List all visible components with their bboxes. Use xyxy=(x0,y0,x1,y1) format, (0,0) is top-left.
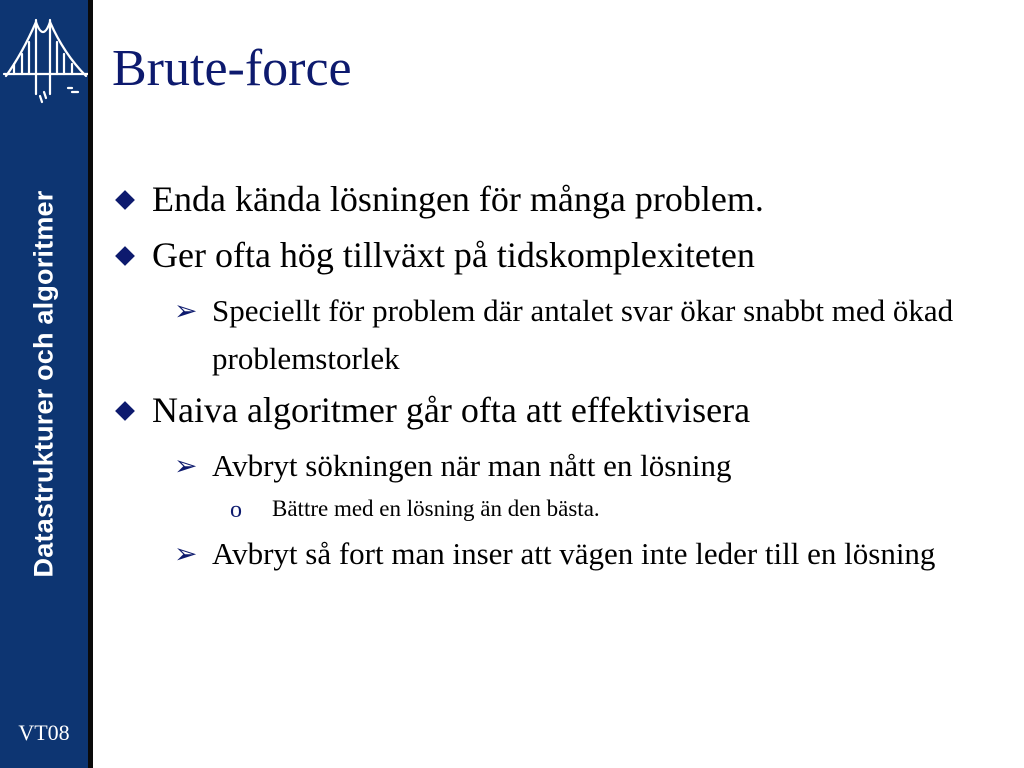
diamond-bullet-icon xyxy=(115,247,135,267)
bullet-text: Speciellt för problem där antalet svar ökar snabbt med ökad problemstorlek xyxy=(212,292,954,376)
arrow-bullet-icon: ➢ xyxy=(174,448,198,482)
term-label: VT08 xyxy=(18,720,70,745)
bullet-text: Naiva algoritmer går ofta att effektivisera xyxy=(152,390,751,431)
bullet-item xyxy=(110,234,1000,276)
bullet-text: Ger ofta hög tillväxt på tidskomplexiteten xyxy=(152,235,755,276)
sub-sub-bullet-item xyxy=(110,492,1000,527)
bullet-text: Enda kända lösningen för många problem. xyxy=(152,179,764,219)
bridge-logo-icon xyxy=(2,14,88,106)
course-title: Datastrukturer och algoritmer xyxy=(28,190,59,578)
bullet-item xyxy=(110,389,1000,431)
bullet-item xyxy=(110,178,1000,220)
sub-bullet-item xyxy=(110,442,1000,490)
sub-bullet-item xyxy=(110,530,1000,578)
bullet-text: Avbryt så fort man inser att vägen inte leder till en lösning xyxy=(212,536,936,572)
arrow-bullet-icon: ➢ xyxy=(174,293,198,327)
sidebar xyxy=(0,0,88,768)
sub-bullet-item xyxy=(110,287,1000,383)
bullet-text: Avbryt sökningen när man nått en lösning xyxy=(212,447,732,483)
arrow-bullet-icon: ➢ xyxy=(174,537,198,571)
bullet-list xyxy=(110,178,1000,584)
diamond-bullet-icon xyxy=(115,190,135,210)
diamond-bullet-icon xyxy=(115,401,135,421)
slide-title: Brute-force xyxy=(112,40,352,97)
bullet-text: Bättre med en lösning än den bästa. xyxy=(272,495,600,521)
sidebar-divider xyxy=(88,0,93,768)
circle-bullet-icon: o xyxy=(230,496,242,523)
